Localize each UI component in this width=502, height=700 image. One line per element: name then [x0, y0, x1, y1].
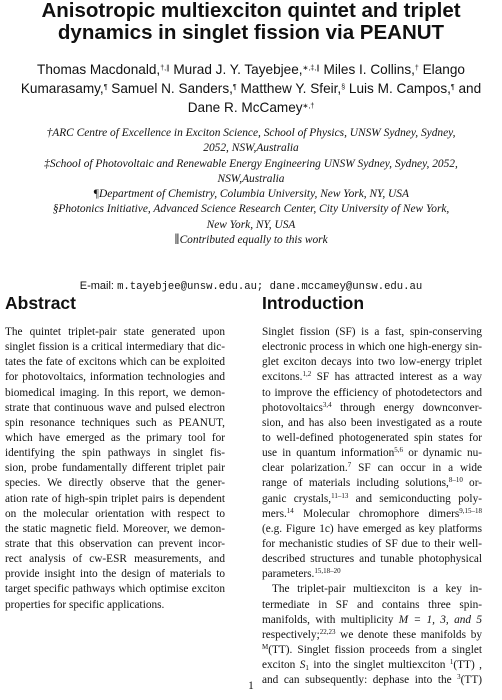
math-sup: M [262, 642, 269, 651]
intro-line: $^M$(TT). Singlet fission proceeds from a singlet [262, 642, 482, 656]
abstract-line: the static magnetic field. Moreover, we demon- [5, 522, 225, 535]
abstract-heading: Abstract [5, 293, 76, 313]
citation[interactable]: 15,18–20 [314, 567, 341, 576]
author-name: Murad J. Y. Tayebjee, [173, 62, 303, 77]
affiliation-line: NSW,Australia [217, 172, 285, 185]
abstract-line: target specific pathways which optimise exciton [5, 583, 225, 596]
abstract-line: on the molecular orientation with respect to [5, 507, 225, 520]
author-name: Dane R. McCamey [187, 100, 303, 115]
abstract-line: tates the fate of excitons which can be exploited [5, 356, 225, 369]
abstract-line: for photovoltaics, information technologies and [5, 371, 225, 384]
intro-line: to well-defined photogenerated spin states for [262, 431, 482, 444]
title-line: Anisotropic multiexciton quintet and triplet [41, 0, 461, 22]
author-mark: § [341, 84, 346, 91]
author-mark: † [414, 65, 419, 72]
abstract-line: provide insight into the design of materials to [5, 568, 225, 581]
author-name: Matthew Y. Sfeir, [240, 81, 342, 96]
intro-line: glet exciton decays into two low-energy triplet [262, 356, 482, 369]
intro-line: ganic crystals,$^{11-13}$ and semiconducting poly- [262, 491, 482, 505]
author-name: Elango [422, 62, 465, 77]
citation[interactable]: 11–13 [331, 491, 349, 500]
abstract-line: spin resonance techniques such as PEANUT, [5, 416, 225, 429]
intro-line: clear polarization.$^7$ SF can occur in a wide [262, 461, 482, 475]
paper-title [20, 0, 482, 44]
author-name: Miles I. Collins, [323, 62, 415, 77]
introduction-body [262, 325, 482, 688]
intro-line: parameters.$^{15,18-20}$ [262, 567, 341, 581]
author-mark: ∗,† [302, 103, 315, 110]
abstract-section [5, 290, 225, 613]
affiliation-line: 2052, NSW,Australia [203, 142, 299, 155]
abstract-line: identifying the spin pathways in singlet fis- [5, 447, 225, 460]
contribution-note: ∥Contributed equally to this work [174, 234, 328, 247]
math: M = 1, 3, and 5 [398, 613, 483, 626]
abstract-line: which have emerged as the primary tool for [5, 431, 225, 444]
intro-line: photovoltaics$^{3,4}$ through energy downconver- [262, 400, 482, 414]
citation[interactable]: 5,6 [394, 446, 404, 455]
intro-line: (e.g. Figure 1c) have emerged as key platforms [262, 522, 482, 535]
author-mark: ¶ [103, 84, 108, 91]
intro-line: and can subsequently: dephase into the $^3$(TT) [262, 673, 482, 687]
abstract-line: ation rate of high-spin triplet pairs is dependent [5, 492, 225, 505]
citation[interactable]: 14 [286, 506, 294, 515]
abstract-line: properties for specific applications. [5, 598, 165, 611]
citation[interactable]: 1,2 [302, 370, 312, 379]
intro-line: Singlet fission (SF) is a fast, spin-conserving [262, 326, 482, 338]
author-name: Luis M. Campos, [348, 81, 451, 96]
abstract-body [5, 325, 225, 613]
intro-line: described structures and tunable photophysical [262, 553, 482, 566]
citation[interactable]: 8–10 [448, 476, 463, 485]
affiliations [10, 126, 492, 248]
author-name: Kumarasamy, [20, 81, 104, 96]
intro-line: respectively;$^{22,23}$ we denote these manifolds by [262, 627, 482, 641]
abstract-line: strate that continuous wave and pulsed electron [5, 401, 225, 414]
citation[interactable]: 7 [347, 461, 352, 470]
email-addresses[interactable]: m.tayebjee@unsw.edu.au; dane.mccamey@unsw.edu.au [117, 281, 423, 293]
intro-line: electronic process in which one high-energy sin- [262, 341, 482, 354]
abstract-line: sion, probe fundamentally different triplet pair [5, 462, 225, 475]
affiliation-line: New York, NY, USA [206, 218, 296, 231]
abstract-line: rect analysis of cw-ESR measurements, and [5, 553, 225, 566]
abstract-line: species. We directly observe that the gener- [5, 477, 225, 490]
affiliation-line: ¶Department of Chemistry, Columbia University, New York, NY, USA [93, 188, 409, 201]
intro-line: manifolds, with multiplicity M = 1, 3, and 5 [262, 613, 483, 626]
intro-line: exciton $S_1$ into the singlet multiexciton $^1$(TT) , [262, 658, 482, 673]
citation[interactable]: 22,23 [319, 627, 336, 636]
email-label: E-mail: [79, 280, 114, 292]
citation[interactable]: 9,15–18 [459, 506, 482, 515]
author-joiner: and [458, 81, 482, 96]
intro-line: mers.$^{14}$ Molecular chromophore dimers$^{9,15-18}$ [262, 506, 482, 520]
intro-line: excitons.$^{1,2}$ SF has attracted interest as a way [262, 370, 482, 384]
page-number: 1 [248, 680, 254, 692]
author-mark: †,∥ [160, 65, 170, 72]
intro-line: range of materials including solutions,$^{8-10}$ or- [262, 476, 482, 490]
author-name: Thomas Macdonald, [37, 62, 161, 77]
abstract-line: The quintet triplet-pair state generated upon [5, 326, 225, 338]
introduction-heading: Introduction [262, 293, 365, 313]
intro-line: termediate in SF and contains three spin- [262, 598, 482, 611]
affiliation-line: †ARC Centre of Excellence in Exciton Science, School of Physics, UNSW Sydney, Sydney, [46, 127, 456, 139]
author-mark: ¶ [450, 84, 455, 91]
author-mark: ∗,‡,∥ [302, 65, 320, 72]
intro-line: The triplet-pair multiexciton is a key in- [272, 583, 482, 596]
author-list [20, 60, 482, 117]
intro-line: sion, and has also been investigated as a route [262, 416, 482, 429]
intro-line: use in quantum information$^{5,6}$ or dynamic nu- [262, 446, 482, 460]
intro-line: to improve the efficiency of photodetectors and [262, 386, 482, 399]
abstract-line: biomedical imaging. In this report, we demon- [5, 386, 225, 399]
author-name: Samuel N. Sanders, [111, 81, 233, 96]
abstract-line: strate that this observation can prevent incor- [5, 537, 225, 550]
affiliation-line: §Photonics Initiative, Advanced Science Research Center, City University of New York, [52, 203, 450, 216]
introduction-section [262, 290, 482, 688]
author-mark: ¶ [232, 84, 237, 91]
abstract-line: singlet fission is a critical intermediary that dic- [5, 341, 225, 354]
intro-line: for mechanistic studies of SF due to their well- [262, 537, 482, 550]
citation[interactable]: 3,4 [322, 400, 332, 409]
title-line: dynamics in singlet fission via PEANUT [57, 21, 445, 44]
affiliation-line: ‡School of Photovoltaic and Renewable Energy Engineering UNSW Sydney, Sydney, 2052, [44, 157, 458, 170]
